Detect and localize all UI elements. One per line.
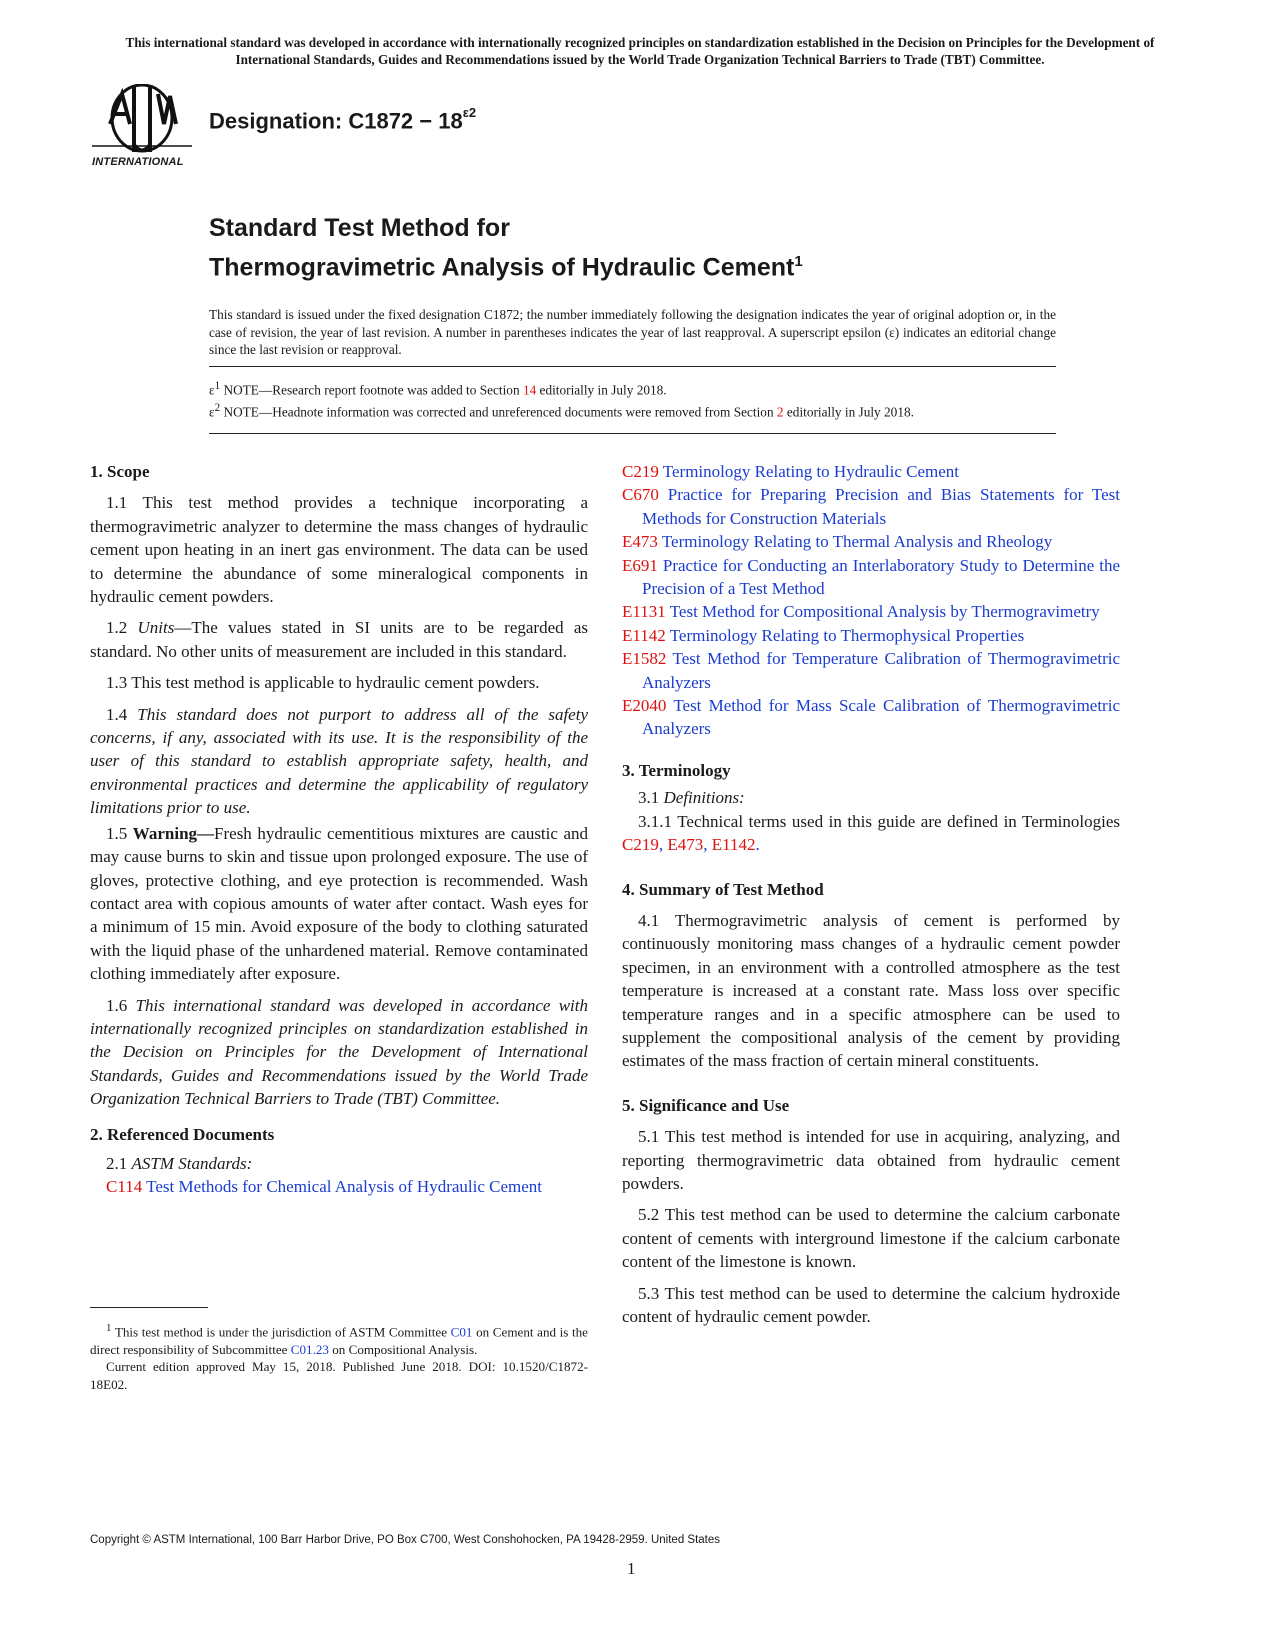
page-number: 1 [627, 1559, 636, 1578]
reference-item[interactable] [622, 483, 1120, 530]
terminology-link[interactable]: C219 [622, 835, 659, 855]
editorial-notes [209, 377, 1056, 422]
editorial-top-rule [209, 366, 1056, 367]
logo-label: INTERNATIONAL [92, 156, 184, 168]
standard-issue-note: This standard is issued under the fixed designation C1872; the number immediately following the designation indicates the year of original adoption or, in the case of revision, the year of last revision. A number in parentheses indicates the year of last reapproval. A superscript epsilon (ε) indicates an editorial change since the last revision or reapproval. [209, 307, 1056, 357]
document-title [209, 212, 803, 284]
clause-subtitle: ASTM Standards: [131, 1153, 253, 1173]
section-link[interactable]: 14 [522, 382, 537, 398]
footnote-jurisdiction [90, 1320, 588, 1358]
section-1-3: 1.3 This test method is applicable to hydraulic cement powders. [106, 673, 540, 693]
section-2-heading: 2. Referenced Documents [90, 1124, 275, 1144]
terminology-link[interactable]: E1142 [711, 835, 756, 855]
reference-item[interactable] [106, 1175, 588, 1198]
link-separator: , [658, 835, 668, 855]
reference-code[interactable]: E1142 [622, 625, 666, 645]
reference-code[interactable]: E691 [622, 555, 658, 575]
international-standard-notice: This international standard was developed in accordance with internationally recognized principles on standardization established in the Decision on Principles for the Development of International Standards, Guides and Recommendations issued by the World Trade Organization Technical Barriers to Trade (TBT) Committee. [125, 35, 1155, 67]
reference-code[interactable]: E1582 [622, 649, 667, 669]
clause-number: 1.4 [106, 704, 138, 724]
reference-item[interactable] [622, 647, 1120, 694]
clause-subtitle: Definitions: [663, 788, 745, 808]
editorial-note-1 [209, 377, 1056, 399]
section-link[interactable]: 2 [776, 404, 784, 420]
section-4-heading: 4. Summary of Test Method [622, 879, 824, 899]
copyright-line: Copyright © ASTM International, 100 Barr Harbor Drive, PO Box C700, West Conshohocken, PA 19428-2959. United States [90, 1534, 721, 1546]
clause-text: 3.1.1 Technical terms used in this guide are defined in Terminologies [638, 811, 1120, 831]
right-column [622, 460, 1120, 1328]
section-1-2 [90, 616, 588, 663]
designation-text: Designation: C1872 − 18 [209, 108, 463, 134]
reference-item[interactable] [622, 624, 1120, 647]
section-1-4 [90, 703, 588, 820]
clause-number: 2.1 [106, 1153, 132, 1173]
reference-code[interactable]: C219 [622, 462, 659, 481]
epsilon-sup: 1 [214, 380, 221, 392]
epsilon-mark: ε [209, 404, 215, 420]
section-1-1: 1.1 This test method provides a technique incorporating a thermogravimetric analyzer to determine the mass changes of hydraulic cement upon heating in an inert gas environment. The data can be used to determine the abundance of some mineralogical components in hydraulic cement powders. [90, 493, 588, 607]
clause-number: 1.6 [106, 995, 136, 1015]
designation [209, 105, 477, 134]
terminology-link[interactable]: E473 [667, 835, 704, 855]
clause-text: —The values stated in SI units are to be regarded as standard. No other units of measurement are included in this standard. [90, 618, 588, 661]
reference-code[interactable]: E1131 [622, 602, 666, 622]
reference-code[interactable]: C114 [106, 1177, 143, 1197]
section-1-5 [90, 822, 588, 986]
footnote-text: This test method is under the jurisdiction of ASTM Committee [111, 1324, 451, 1340]
section-3-1 [622, 786, 1120, 809]
section-3-heading: 3. Terminology [622, 760, 731, 780]
subcommittee-link[interactable]: C01.23 [290, 1341, 329, 1357]
section-2-1 [90, 1152, 588, 1175]
reference-item[interactable] [622, 694, 1120, 741]
clause-subtitle: Units [137, 618, 175, 638]
reference-code[interactable]: E473 [622, 532, 658, 552]
left-column [90, 460, 588, 1199]
section-1-6 [90, 994, 588, 1111]
note-text: editorially in July 2018. [536, 382, 667, 398]
title-line-2: Thermogravimetric Analysis of Hydraulic Cement [209, 253, 795, 282]
epsilon-mark: ε [209, 382, 215, 398]
clause-number: 1.2 [106, 618, 138, 638]
editorial-bottom-rule [209, 433, 1056, 434]
footnote [90, 1320, 588, 1393]
reference-item[interactable] [622, 530, 1120, 553]
clause-text: This international standard was developed in accordance with internationally recognized principles on standardization established in the Decision on Principles for the Development of International Standards, Guides and Recommendations issued by the World Trade Organization Technical Barriers to Trade (TBT) Committee. [90, 995, 588, 1109]
reference-title[interactable]: Test Methods for Chemical Analysis of Hydraulic Cement [142, 1177, 543, 1197]
reference-title[interactable]: Terminology Relating to Thermophysical Properties [665, 625, 1025, 645]
link-separator: . [755, 835, 760, 855]
designation-epsilon: ε2 [462, 105, 477, 120]
warning-label: Warning— [132, 823, 215, 843]
title-line-1: Standard Test Method for [209, 214, 510, 242]
title-footnote-mark: 1 [794, 253, 803, 270]
reference-title[interactable]: Test Method for Mass Scale Calibration of Thermogravimetric Analyzers [642, 696, 1120, 739]
clause-text: This standard does not purport to address all of the safety concerns, if any, associated with its use. It is the responsibility of the user of this standard to establish appropriate safety, health, and environmental practices and determine the applicability of regulatory limitations prior to use. [90, 704, 588, 818]
section-3-1-1 [622, 810, 1120, 857]
section-5-3: 5.3 This test method can be used to determine the calcium hydroxide content of hydraulic cement powder. [622, 1283, 1120, 1326]
link-separator: , [703, 835, 712, 855]
note-text: NOTE—Research report footnote was added to Section [220, 382, 523, 398]
reference-title[interactable]: Test Method for Compositional Analysis by Thermogravimetry [665, 602, 1100, 622]
footnote-text: on Cement and is the direct responsibility of Subcommittee [90, 1324, 588, 1357]
clause-text: Fresh hydraulic cementitious mixtures are caustic and may cause burns to skin and tissue upon prolonged exposure. The use of gloves, protective clothing, and eye protection is recommended. Wash contact area with copious amounts of water after contact. Wash eyes for a minimum of 15 min. Avoid exposure of the body to clothing saturated with the liquid phase of the unhardened material. Remove contaminated clothing immediately after exposure. [90, 823, 588, 984]
clause-number: 1.5 [106, 823, 133, 843]
reference-title[interactable]: Practice for Preparing Precision and Bias Statements for Test Methods for Construction Materials [642, 485, 1120, 528]
reference-code[interactable]: E2040 [622, 696, 667, 716]
reference-code[interactable]: C670 [622, 485, 659, 505]
reference-item[interactable] [622, 600, 1120, 623]
section-1-heading: 1. Scope [90, 462, 150, 481]
section-4-1: 4.1 Thermogravimetric analysis of cement is performed by continuously monitoring mass changes of a hydraulic cement powder specimen, in an environment with a controlled atmosphere as the test temperature is increased at a constant rate. Mass loss over specific temperature ranges and in a specific atmosphere can be used to supplement the compositional analysis of the cement by providing estimates of the mass fraction of certain mineral constituents. [622, 910, 1120, 1071]
note-text: NOTE—Headnote information was corrected and unreferenced documents were removed from Section [220, 404, 777, 420]
note-text: editorially in July 2018. [783, 404, 914, 420]
footnote-mark: 1 [106, 1322, 112, 1334]
reference-list [622, 460, 1120, 741]
editorial-note-2 [209, 399, 1056, 421]
section-5-1: 5.1 This test method is intended for use in acquiring, analyzing, and reporting thermogravimetric data obtained from hydraulic cement powders. [622, 1127, 1120, 1193]
footnote-text: on Compositional Analysis. [328, 1341, 478, 1357]
reference-title[interactable]: Terminology Relating to Thermal Analysis and Rheology [657, 532, 1053, 552]
footnote-edition: Current edition approved May 15, 2018. Published June 2018. DOI: 10.1520/C1872-18E02. [90, 1359, 588, 1392]
epsilon-sup: 2 [214, 402, 221, 415]
reference-title[interactable]: Practice for Conducting an Interlaboratory Study to Determine the Precision of a Test Method [642, 555, 1120, 599]
reference-title[interactable]: Test Method for Temperature Calibration of Thermogravimetric Analyzers [642, 649, 1120, 692]
reference-title[interactable]: Terminology Relating to Hydraulic Cement [658, 462, 960, 481]
section-5-heading: 5. Significance and Use [622, 1095, 790, 1115]
section-5-2: 5.2 This test method can be used to determine the calcium carbonate content of cements with interground limestone if the calcium carbonate content of the limestone is known. [622, 1205, 1120, 1272]
reference-item[interactable] [622, 554, 1120, 601]
footnote-rule [90, 1307, 208, 1308]
clause-number: 3.1 [638, 788, 664, 808]
astm-logo [92, 84, 192, 174]
reference-item[interactable] [622, 460, 1120, 483]
committee-link[interactable]: C01 [450, 1324, 473, 1340]
